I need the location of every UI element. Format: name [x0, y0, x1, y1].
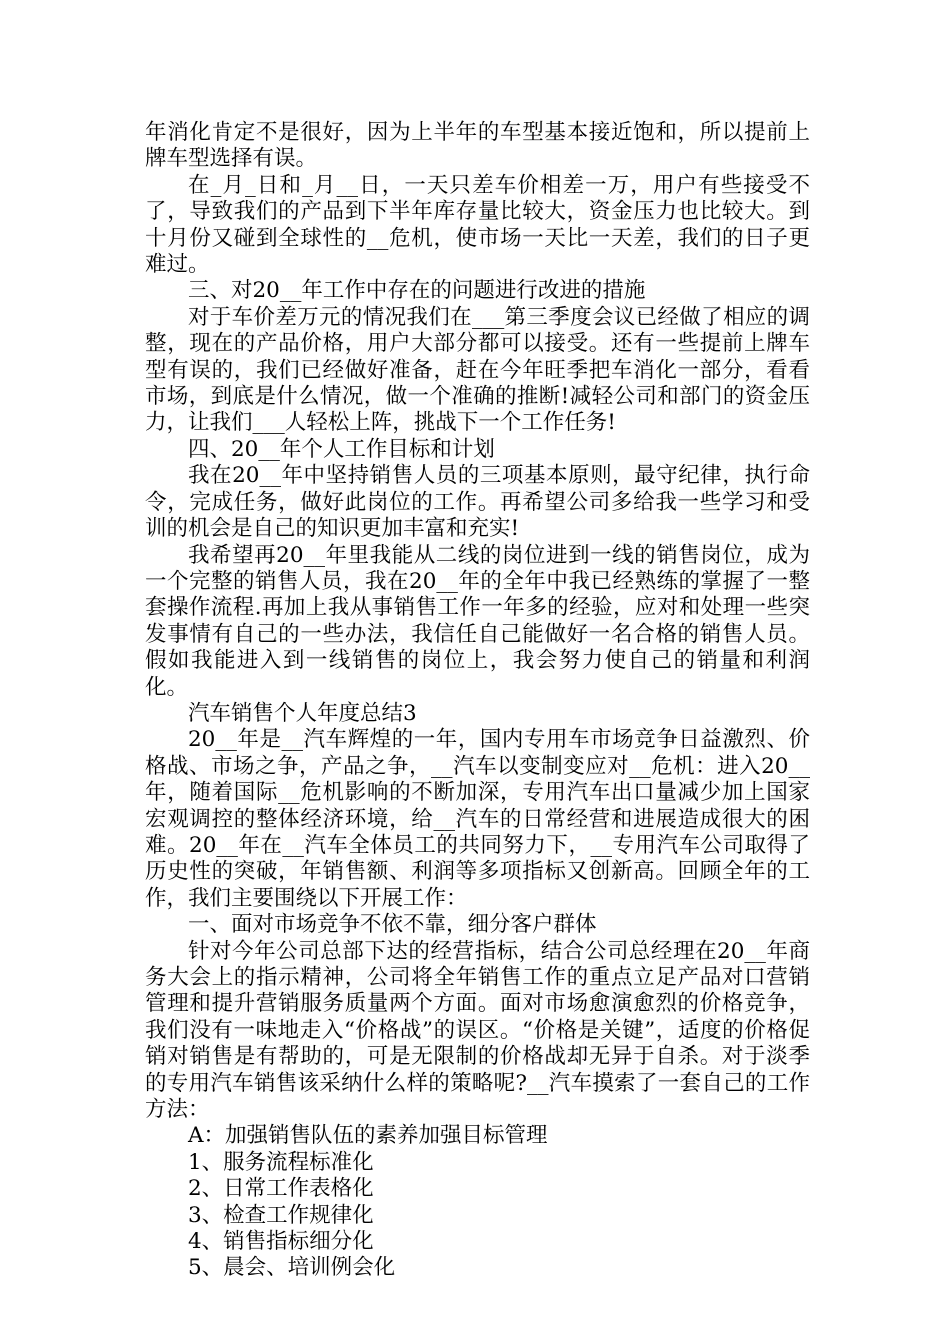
subheading-a: A：加强销售队伍的素养加强目标管理	[188, 1123, 548, 1149]
paragraph: 20__年是__汽车辉煌的一年，国内专用车市场竞争日益激烈、价格战、市场之争，产品之争，__汽车以变制变应对__危机：进入20__年，随着国际__危机影响的不断加深，专用汽车出口量减少加上国家宏观调控的整体经济环境，给__汽车的日常经营和进展造成很大的困难。20__年在__汽车全体员工的共同努力下，__专用汽车公司取得了历史性的突破，年销售额、利润等多项指标又创新高。回顾全年的工作，我们主要围绕以下开展工作：	[145, 727, 810, 911]
section-heading-4: 四、20__年个人工作目标和计划	[188, 436, 495, 462]
section-heading-3: 三、对20__年工作中存在的问题进行改进的措施	[188, 278, 646, 304]
list-item: 2、日常工作表格化	[188, 1176, 374, 1202]
paragraph: 在_月_日和_月__日，一天只差车价相差一万，用户有些接受不了，导致我们的产品到下半年库存量比较大，资金压力也比较大。到十月份又碰到全球性的__危机，使市场一天比一天差，我们的日子更难过。	[145, 172, 810, 278]
paragraph: 我希望再20__年里我能从二线的岗位进到一线的销售岗位，成为一个完整的销售人员，我在20__年的全年中我已经熟练的掌握了一整套操作流程.再加上我从事销售工作一年多的经验，应对和处理一些突发事情有自己的一些办法，我信任自己能做好一名合格的销售人员。假如我能进入到一线销售的岗位上，我会努力使自己的销量和利润化。	[145, 542, 810, 700]
paragraph: 针对今年公司总部下达的经营指标，结合公司总经理在20__年商务大会上的指示精神，公司将全年销售工作的重点立足产品对口营销管理和提升营销服务质量两个方面。面对市场愈演愈烈的价格竞争，我们没有一味地走入“价格战”的误区。“价格是关键”，适度的价格促销对销售是有帮助的，可是无限制的价格战却无异于自杀。对于淡季的专用汽车销售该采纳什么样的策略呢?__汽车摸索了一套自己的工作方法：	[145, 938, 810, 1123]
section-heading-1: 一、面对市场竞争不依不靠，细分客户群体	[188, 912, 597, 938]
list-item: 3、检查工作规律化	[188, 1202, 374, 1228]
article-title: 汽车销售个人年度总结3	[188, 700, 417, 726]
paragraph-continuation: 年消化肯定不是很好，因为上半年的车型基本接近饱和，所以提前上牌车型选择有误。	[145, 120, 810, 172]
list-item: 5、晨会、培训例会化	[188, 1255, 396, 1281]
list-item: 4、销售指标细分化	[188, 1229, 374, 1255]
paragraph: 我在20__年中坚持销售人员的三项基本原则，最守纪律，执行命令，完成任务，做好此岗位的工作。再希望公司多给我一些学习和受训的机会是自己的知识更加丰富和充实!	[145, 463, 810, 542]
paragraph: 对于车价差万元的情况我们在___第三季度会议已经做了相应的调整，现在的产品价格，用户大部分都可以接受。还有一些提前上牌车型有误的，我们已经做好准备，赶在今年旺季把车消化一部分，看看市场，到底是什么情况，做一个准确的推断!减轻公司和部门的资金压力，让我们___人轻松上阵，挑战下一个工作任务!	[145, 304, 810, 436]
list-item: 1、服务流程标准化	[188, 1149, 374, 1175]
document-body	[145, 120, 810, 1282]
